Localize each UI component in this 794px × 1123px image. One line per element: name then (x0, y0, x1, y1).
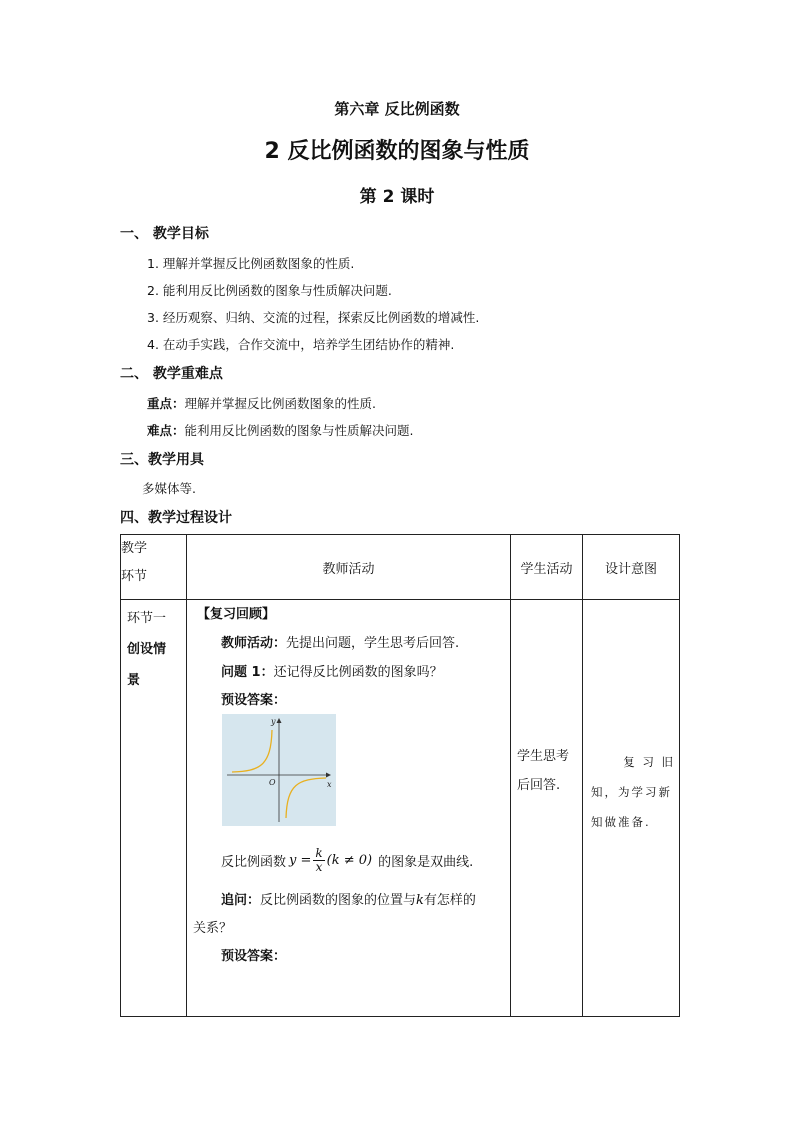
formula-y: y = (289, 853, 312, 868)
student-activity-cell (511, 600, 583, 1017)
key-label: 重点： (147, 396, 185, 411)
difficult-point-line (147, 421, 414, 439)
header-teacher: 教师活动 (187, 535, 511, 600)
question-line: 问题 1：还记得反比例函数的图象吗？ (221, 665, 443, 680)
section-key-points: 二、 教学重难点 (120, 366, 223, 382)
process-table (120, 534, 680, 1017)
student-line1: 学生思考 (517, 749, 570, 764)
intent-line1: 复 习 旧 (623, 755, 675, 769)
followup-line: 追问：反比例函数的图象的位置与k有怎样的 (221, 893, 476, 908)
objective-item: 3. 经历观察、归纳、交流的过程，探索反比例函数的增减性. (147, 310, 480, 325)
hyperbola-graph (222, 714, 336, 826)
student-line2: 后回答. (517, 778, 561, 793)
stage-line2: 创设情 (127, 642, 167, 657)
objective-item: 2. 能利用反比例函数的图象与性质解决问题. (147, 283, 392, 298)
stage-line3: 景 (127, 673, 141, 688)
table-header-row (121, 535, 680, 600)
formula-numerator: k (315, 846, 323, 860)
formula-denominator: x (315, 860, 323, 874)
y-axis-label: y (271, 717, 276, 726)
header-stage (121, 535, 187, 600)
review-heading: 【复习回顾】 (197, 607, 276, 622)
lesson-title: 2 反比例函数的图象与性质 (264, 139, 530, 164)
section-objectives: 一、 教学目标 (120, 226, 209, 242)
student-activity-text (517, 742, 569, 800)
statement-prefix: 反比例函数 (221, 855, 287, 870)
statement-suffix: 的图象是双曲线. (378, 855, 474, 870)
header-stage-line2: 环节 (121, 569, 148, 584)
origin-label: O (269, 778, 276, 787)
header-intent: 设计意图 (583, 535, 680, 600)
chapter-title: 第六章 反比例函数 (334, 100, 460, 118)
intent-line2: 知，为学习新 (591, 785, 672, 799)
section-process: 四、教学过程设计 (120, 510, 232, 526)
x-axis-label: x (327, 780, 332, 789)
key-text: 理解并掌握反比例函数图象的性质. (184, 396, 376, 411)
design-intent-cell (583, 600, 680, 1017)
stage-line1: 环节一 (127, 611, 167, 626)
hyperbola-statement (221, 847, 473, 874)
header-student: 学生活动 (511, 535, 583, 600)
formula-condition: (k ≠ 0) (326, 853, 373, 868)
objective-item: 4. 在动手实践，合作交流中，培养学生团结协作的精神. (147, 337, 455, 352)
answer2-label: 预设答案： (221, 949, 287, 964)
stage-cell (121, 600, 187, 1017)
key-point-line (147, 394, 376, 412)
tools-text: 多媒体等. (142, 481, 196, 496)
teacher-activity-line: 教师活动：先提出问题，学生思考后回答. (221, 636, 460, 651)
period-title: 第 2 课时 (359, 187, 435, 207)
followup-line-2: 关系？ (193, 921, 233, 936)
intent-line3: 知做准备. (591, 815, 651, 829)
table-row (121, 600, 680, 1017)
design-intent-text (591, 747, 677, 837)
difficult-text: 能利用反比例函数的图象与性质解决问题. (184, 423, 414, 438)
section-tools: 三、教学用具 (120, 452, 204, 468)
teacher-activity-cell (187, 600, 511, 1017)
answer-label: 预设答案： (221, 693, 287, 708)
header-stage-line1: 教学 (121, 541, 148, 556)
objective-item: 1. 理解并掌握反比例函数图象的性质. (147, 256, 355, 271)
difficult-label: 难点： (147, 423, 185, 438)
formula-fraction (313, 847, 324, 874)
